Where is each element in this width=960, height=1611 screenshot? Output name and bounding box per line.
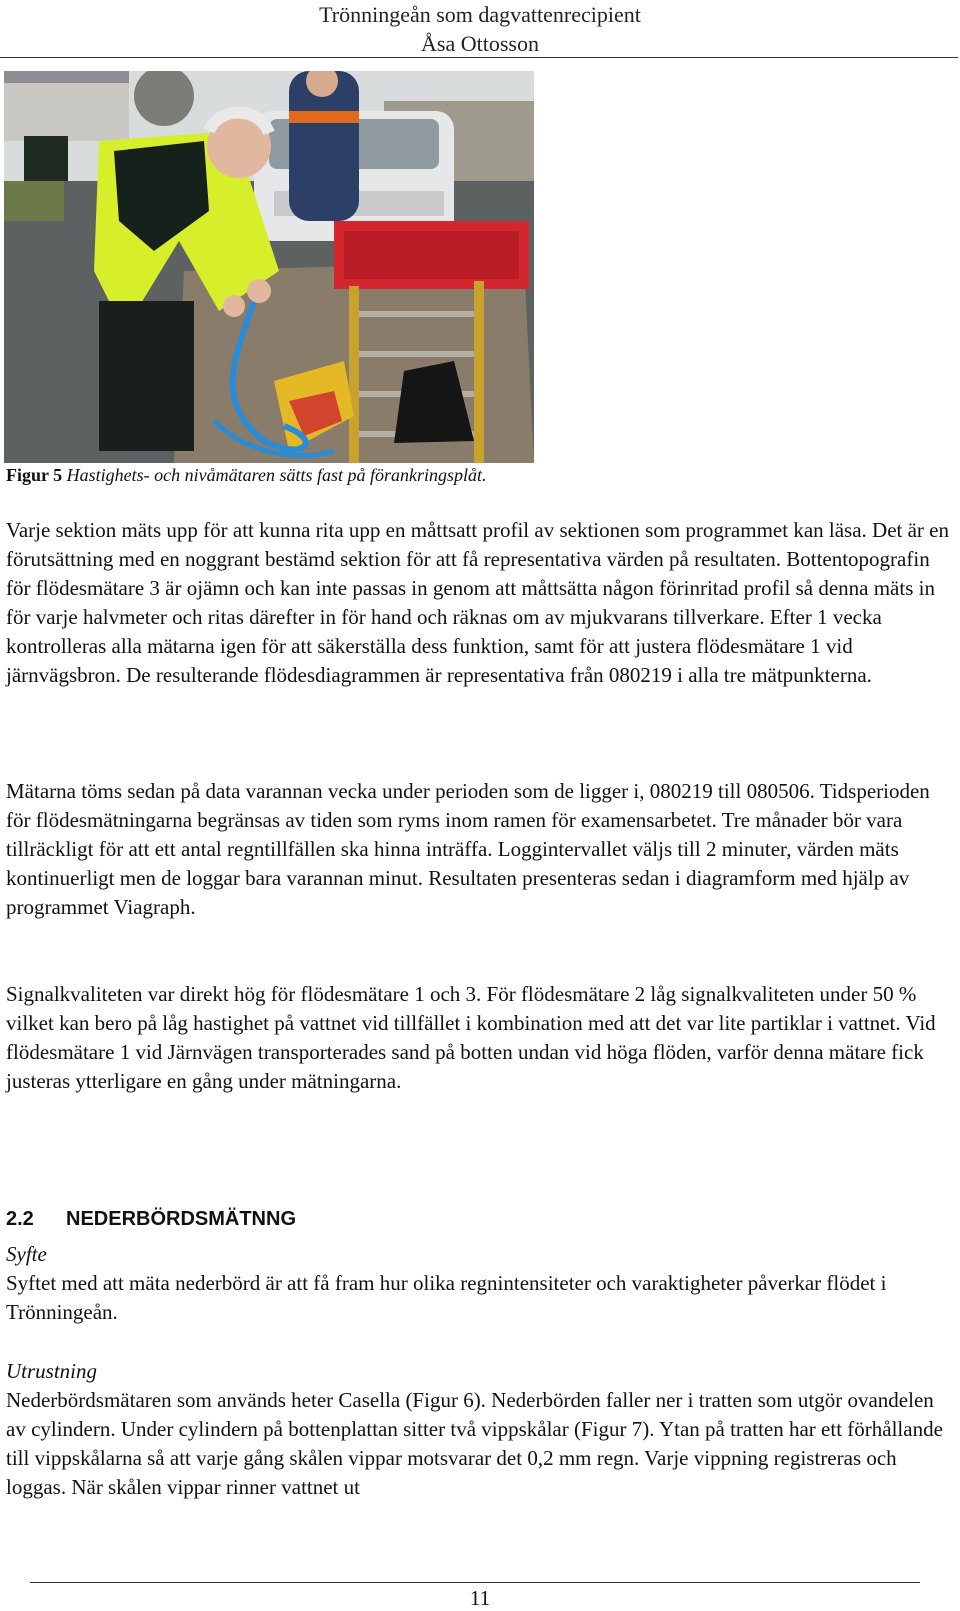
header-divider <box>0 57 958 58</box>
body-paragraph-3: Signalkvaliteten var direkt hög för flödesmätare 1 och 3. För flödesmätare 2 låg signalkvaliteten under 50 % vilket kan bero på låg hastighet på vattnet vid tillfället i kombination med att det var lite partiklar i vattnet. Vid flödesmätare 1 vid Järnvägen transporterades sand på botten undan vid höga flöden, varför denna mätare fick justeras ytterligare en gång under mätningarna. <box>6 982 936 1093</box>
section-number: 2.2 <box>6 1208 34 1230</box>
body-paragraph-5: Nederbördsmätaren som används heter Casella (Figur 6). Nederbörden faller ner i tratten som utgör ovandelen av cylindern. Under cylindern på bottenplattan sitter två vippskålar (Figur 7). Ytan på tratten har ett förhållande till vippskålarna så att varje gång skålen vippar motsvarar det 0,2 mm regn. Varje vippning registreras och loggas. När skålen vippar rinner vattnet ut <box>6 1388 943 1499</box>
section-title: NEDERBÖRDSMÄTNNG <box>66 1208 296 1230</box>
page-header <box>0 0 960 58</box>
photo-illustration <box>4 71 534 463</box>
document-author: Åsa Ottosson <box>421 31 539 56</box>
body-paragraph-1: Varje sektion mäts upp för att kunna rita upp en måttsatt profil av sektionen som programmet kan läsa. Det är en förutsättning med en noggrant bestämd sektion för att få representativa värden på resultaten. Bottentopografin för flödesmätare 3 är ojämn och kan inte passas in genom att måttsätta någon förinritad profil så denna mäts in för varje halvmeter och ritas därefter in för hand och räknas om av mjukvarans tillverkare. Efter 1 vecka kontrolleras alla mätarna igen för att säkerställa dess funktion, samt för att justera flödesmätare 1 vid järnvägsbron. De resulterande flödesdiagrammen är representativa från 080219 i alla tre mätpunkterna. <box>6 518 949 687</box>
body-paragraph-4: Syftet med att mäta nederbörd är att få fram hur olika regnintensiteter och varaktigheter påverkar flödet i Trönningeån. <box>6 1271 887 1324</box>
page-number: 11 <box>469 1586 491 1610</box>
footer-divider <box>30 1582 920 1583</box>
section-heading <box>6 1206 296 1232</box>
figure-caption-text: Hastighets- och nivåmätaren sätts fast på förankringsplåt. <box>66 465 487 485</box>
body-paragraph-2: Mätarna töms sedan på data varannan vecka under perioden som de ligger i, 080219 till 080506. Tidsperioden för flödesmätningarna begränsas av tiden som ryms inom ramen för examensarbetet. Tre månader bör vara tillräckligt för att ett antal regntillfällen ska hinna inträffa. Loggintervallet väljs till 2 minuter, värden mäts kontinuerligt men de loggar bara varannan minut. Resultaten presenteras sedan i diagramform med hjälp av programmet Viagraph. <box>6 779 930 919</box>
subheading-utrustning: Utrustning <box>6 1359 98 1383</box>
figure-caption <box>6 463 487 487</box>
subheading-syfte: Syfte <box>6 1242 47 1266</box>
figure-label: Figur 5 <box>6 465 63 485</box>
figure-photo <box>4 71 534 463</box>
document-title: Trönningeån som dagvattenrecipient <box>319 2 641 27</box>
